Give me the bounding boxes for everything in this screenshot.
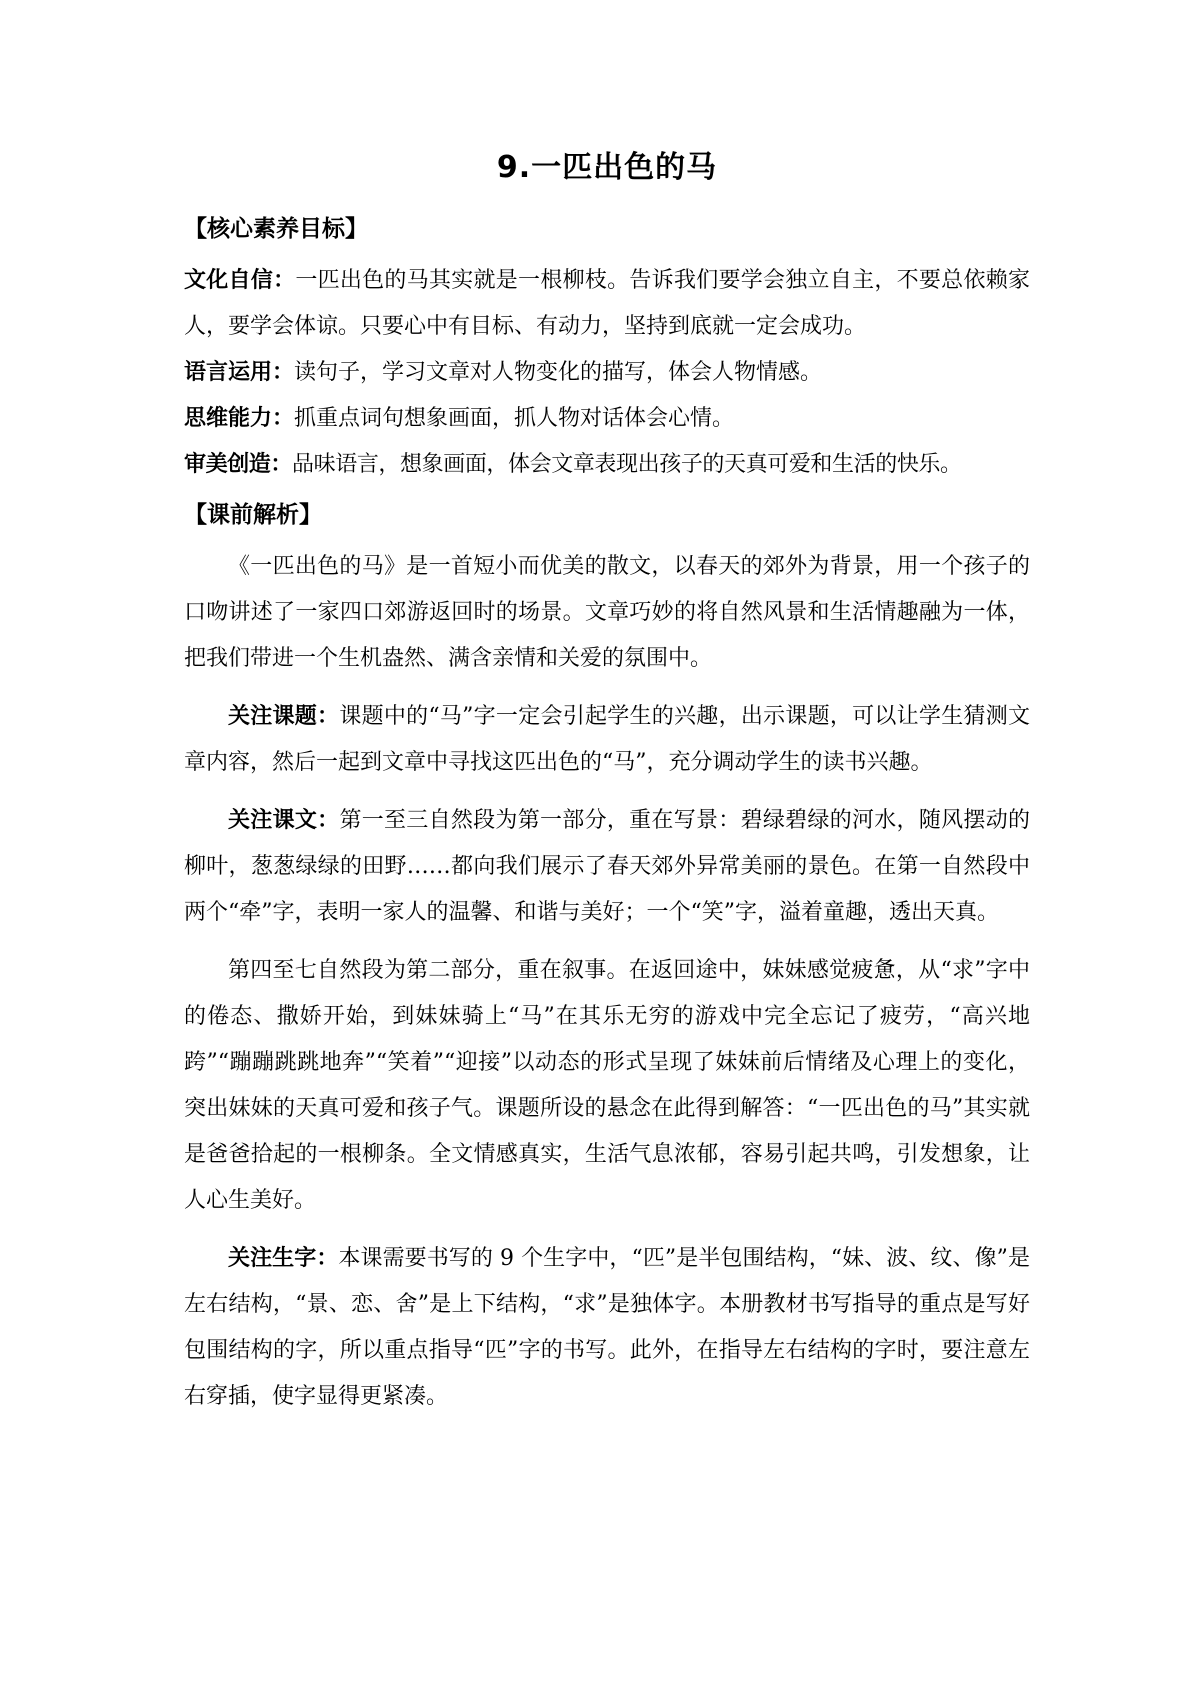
paragraph-intro (184, 544, 1030, 682)
goal-label: 语言运用： (184, 360, 295, 385)
document-title: 9.一匹出色的马 (496, 150, 718, 185)
paragraph-text: 课题中的“马”字一定会引起学生的兴趣，出示课题，可以让学生猜测文章内容，然后一起到文章中寻找这匹出色的“马”，充分调动学生的读书兴趣。 (184, 704, 1030, 775)
goal-text: 抓重点词句想象画面，抓人物对话体会心情。 (294, 406, 735, 431)
goal-text: 一匹出色的马其实就是一根柳枝。告诉我们要学会独立自主，不要总依赖家人，要学会体谅。只要心中有目标、有动力，坚持到底就一定会成功。 (184, 268, 1030, 339)
goal-label: 文化自信： (184, 268, 296, 293)
goal-cultural-confidence (184, 258, 1030, 350)
paragraph-label: 关注课文： (228, 808, 340, 833)
document-page (184, 138, 1030, 1432)
paragraph-focus-text (184, 798, 1030, 936)
goal-text: 品味语言，想象画面，体会文章表现出孩子的天真可爱和生活的快乐。 (292, 452, 962, 477)
paragraph-text: 《一匹出色的马》是一首短小而优美的散文，以春天的郊外为背景，用一个孩子的口吻讲述了一家四口郊游返回时的场景。文章巧妙的将自然风景和生活情趣融为一体，把我们带进一个生机盎然、满含亲情和关爱的氛围中。 (184, 554, 1030, 671)
paragraph-text: 第四至七自然段为第二部分，重在叙事。在返回途中，妹妹感觉疲惫，从“求”字中的倦态、撒娇开始，到妹妹骑上“马”在其乐无穷的游戏中完全忘记了疲劳，“高兴地跨”“蹦蹦跳跳地奔”“笑着”“迎接”以动态的形式呈现了妹妹前后情绪及心理上的变化，突出妹妹的天真可爱和孩子气。课题所设的悬念在此得到解答：“一匹出色的马”其实就是爸爸拾起的一根柳条。全文情感真实，生活气息浓郁，容易引起共鸣，引发想象，让人心生美好。 (184, 958, 1030, 1213)
paragraph-text: 本课需要书写的 9 个生字中，“匹”是半包围结构，“妹、波、纹、像”是左右结构，“景、恋、舍”是上下结构，“求”是独体字。本册教材书写指导的重点是写好包围结构的字，所以重点指导“匹”字的书写。此外，在指导左右结构的字时，要注意左右穿插，使字显得更紧凑。 (184, 1246, 1030, 1409)
paragraph-focus-title (184, 694, 1030, 786)
goal-thinking-ability (184, 396, 1030, 442)
paragraph-text: 第一至三自然段为第一部分，重在写景：碧绿碧绿的河水，随风摆动的柳叶，葱葱绿绿的田野……都向我们展示了春天郊外异常美丽的景色。在第一自然段中两个“牵”字，表明一家人的温馨、和谐与美好；一个“笑”字，溢着童趣，透出天真。 (184, 808, 1030, 925)
goal-label: 审美创造： (184, 452, 293, 477)
goal-language-use (184, 350, 1030, 396)
paragraph-label: 关注课题： (228, 704, 340, 729)
goal-aesthetic-creation (184, 442, 1030, 488)
paragraph-focus-characters (184, 1236, 1030, 1420)
goal-label: 思维能力： (184, 406, 295, 431)
paragraph-part-two (184, 948, 1030, 1224)
goal-text: 读句子，学习文章对人物变化的描写，体会人物情感。 (294, 360, 823, 385)
section-heading-core-goals: 【核心素养目标】 (184, 216, 368, 242)
paragraph-label: 关注生字： (228, 1246, 339, 1271)
section-heading-pre-class-analysis: 【课前解析】 (184, 502, 322, 528)
